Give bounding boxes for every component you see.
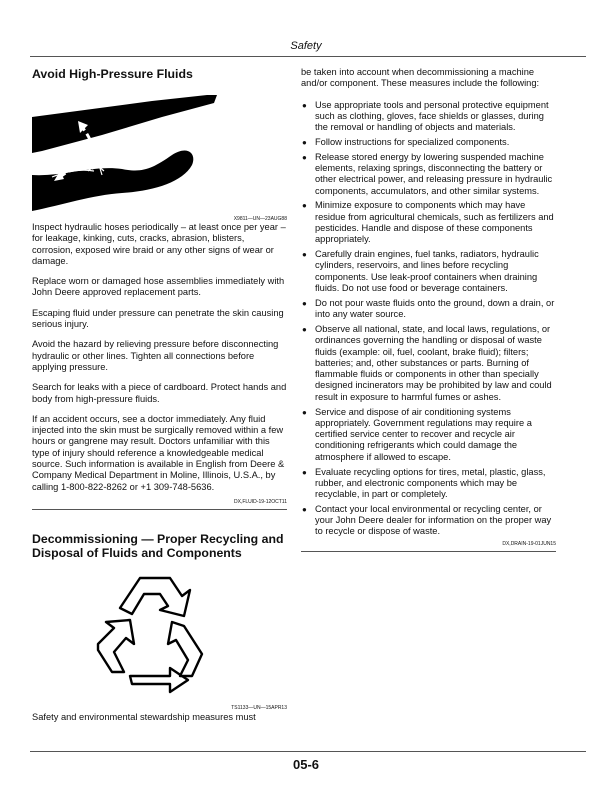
list-item: ● Observe all national, state, and local laws, regulations, or ordinances governing the handling or disposal of waste fluids (example: oil, fuel, coolant, brake fluid); filters; batteries; and, other substances or parts. Burning of flammable fluids or components in other than specially designed incinerators may be prohibited by law and could result in exposure to harmful fumes or ashes. bbox=[302, 323, 552, 402]
high-pressure-fluid-illustration bbox=[32, 95, 287, 222]
reference-code: DX,FLUID-19-12OCT11 bbox=[234, 498, 287, 505]
figure-caption: X9811—UN—23AUG88 bbox=[233, 216, 287, 222]
bullet-icon: ● bbox=[302, 250, 307, 260]
figure-caption: TS1133—UN—15APR13 bbox=[231, 704, 287, 711]
bullet-icon: ● bbox=[302, 467, 307, 477]
list-item: ● Service and dispose of air conditioning systems appropriately. Government regulations may require a certified service center to recover and recycle air conditioning refrigerants which could damage the atmosphere if allowed to escape. bbox=[302, 406, 532, 462]
paragraph: Search for leaks with a piece of cardboard. Protect hands and body from high-pressure fluids. bbox=[32, 382, 287, 404]
list-item: ● Evaluate recycling options for tires, metal, plastic, glass, rubber, and electronic components which may be recyclable, in part or completely. bbox=[302, 466, 546, 500]
left-column bbox=[32, 67, 287, 732]
recycle-icon bbox=[32, 568, 287, 704]
list-item: ● Use appropriate tools and personal protective equipment such as clothing, gloves, face shields or glasses, during the removal or handling of objects and materials. bbox=[302, 99, 549, 133]
high-pressure-body bbox=[32, 222, 287, 493]
header-rule bbox=[30, 56, 586, 57]
bullet-icon: ● bbox=[302, 504, 307, 514]
running-header: Safety bbox=[290, 40, 322, 52]
reference-code: DX,DRAIN-19-01JUN15 bbox=[502, 541, 556, 548]
bullet-icon: ● bbox=[302, 324, 307, 334]
decommissioning-intro-continued: be taken into account when decommissioning a machine and/or component. These measures include the following: bbox=[301, 67, 540, 89]
section-rule bbox=[32, 509, 287, 510]
decommissioning-bullet-list bbox=[301, 100, 556, 538]
bullet-icon: ● bbox=[302, 137, 307, 147]
recycling-symbol-figure bbox=[32, 568, 287, 711]
paragraph: Replace worn or damaged hose assemblies immediately with John Deere approved replacement parts. bbox=[32, 276, 285, 298]
page-number: 05-6 bbox=[292, 757, 320, 772]
right-column bbox=[301, 67, 556, 552]
list-item: ● Follow instructions for specialized components. bbox=[302, 136, 510, 147]
list-item: ● Do not pour waste fluids onto the ground, down a drain, or into any water source. bbox=[302, 297, 555, 320]
paragraph: If an accident occurs, see a doctor immediately. Any fluid injected into the skin must be surgically removed within a few hours or gangrene may result. Doctors unfamiliar with this type of injury should reference a knowledgeable medical source. Such information is available in English from Deere & Company Medical Department in Moline, Illinois, U.S.A., by calling 1-800-822-8262 or +1 309-748-5636. bbox=[32, 413, 285, 492]
bullet-icon: ● bbox=[302, 407, 307, 417]
bullet-icon: ● bbox=[302, 298, 307, 308]
footer-rule bbox=[30, 751, 586, 752]
section-rule bbox=[301, 551, 556, 552]
list-item: ● Contact your local environmental or recycling center, or your John Deere dealer for information on the proper way to recycle or dispose of waste. bbox=[302, 503, 552, 537]
list-item: ● Release stored energy by lowering suspended machine elements, relaxing springs, disconnecting the battery or other electrical power, and releasing pressure in hydraulic components, accumulators, and other similar systems. bbox=[302, 151, 553, 196]
bullet-icon: ● bbox=[302, 100, 307, 110]
paragraph: Inspect hydraulic hoses periodically – at least once per year – for leakage, kinking, cuts, cracks, abrasion, blisters, corrosion, exposed wire braid or any other signs of wear or damage. bbox=[32, 222, 286, 266]
section-title-decommissioning: Decommissioning — Proper Recycling and Disposal of Fluids and Components bbox=[32, 531, 284, 560]
section-title-high-pressure: Avoid High-Pressure Fluids bbox=[32, 67, 193, 81]
bullet-icon: ● bbox=[302, 152, 307, 162]
paragraph: Escaping fluid under pressure can penetrate the skin causing serious injury. bbox=[32, 307, 284, 330]
hose-leak-hand-icon bbox=[32, 95, 287, 217]
bullet-icon: ● bbox=[302, 201, 307, 211]
decommissioning-intro: Safety and environmental stewardship measures must bbox=[32, 711, 256, 722]
list-item: ● Carefully drain engines, fuel tanks, radiators, hydraulic cylinders, reservoirs, and lines before recycling components. Use leak-proof containers when draining fluids. Do not use food or beverage containers. bbox=[302, 249, 539, 294]
paragraph: Avoid the hazard by relieving pressure before disconnecting hydraulic or other lines. Tighten all connections before applying pressure. bbox=[32, 339, 279, 372]
list-item: ● Minimize exposure to components which may have residue from agricultural chemicals, such as fertilizers and pesticides. Handle and dispose of these components appropriately. bbox=[302, 200, 554, 245]
